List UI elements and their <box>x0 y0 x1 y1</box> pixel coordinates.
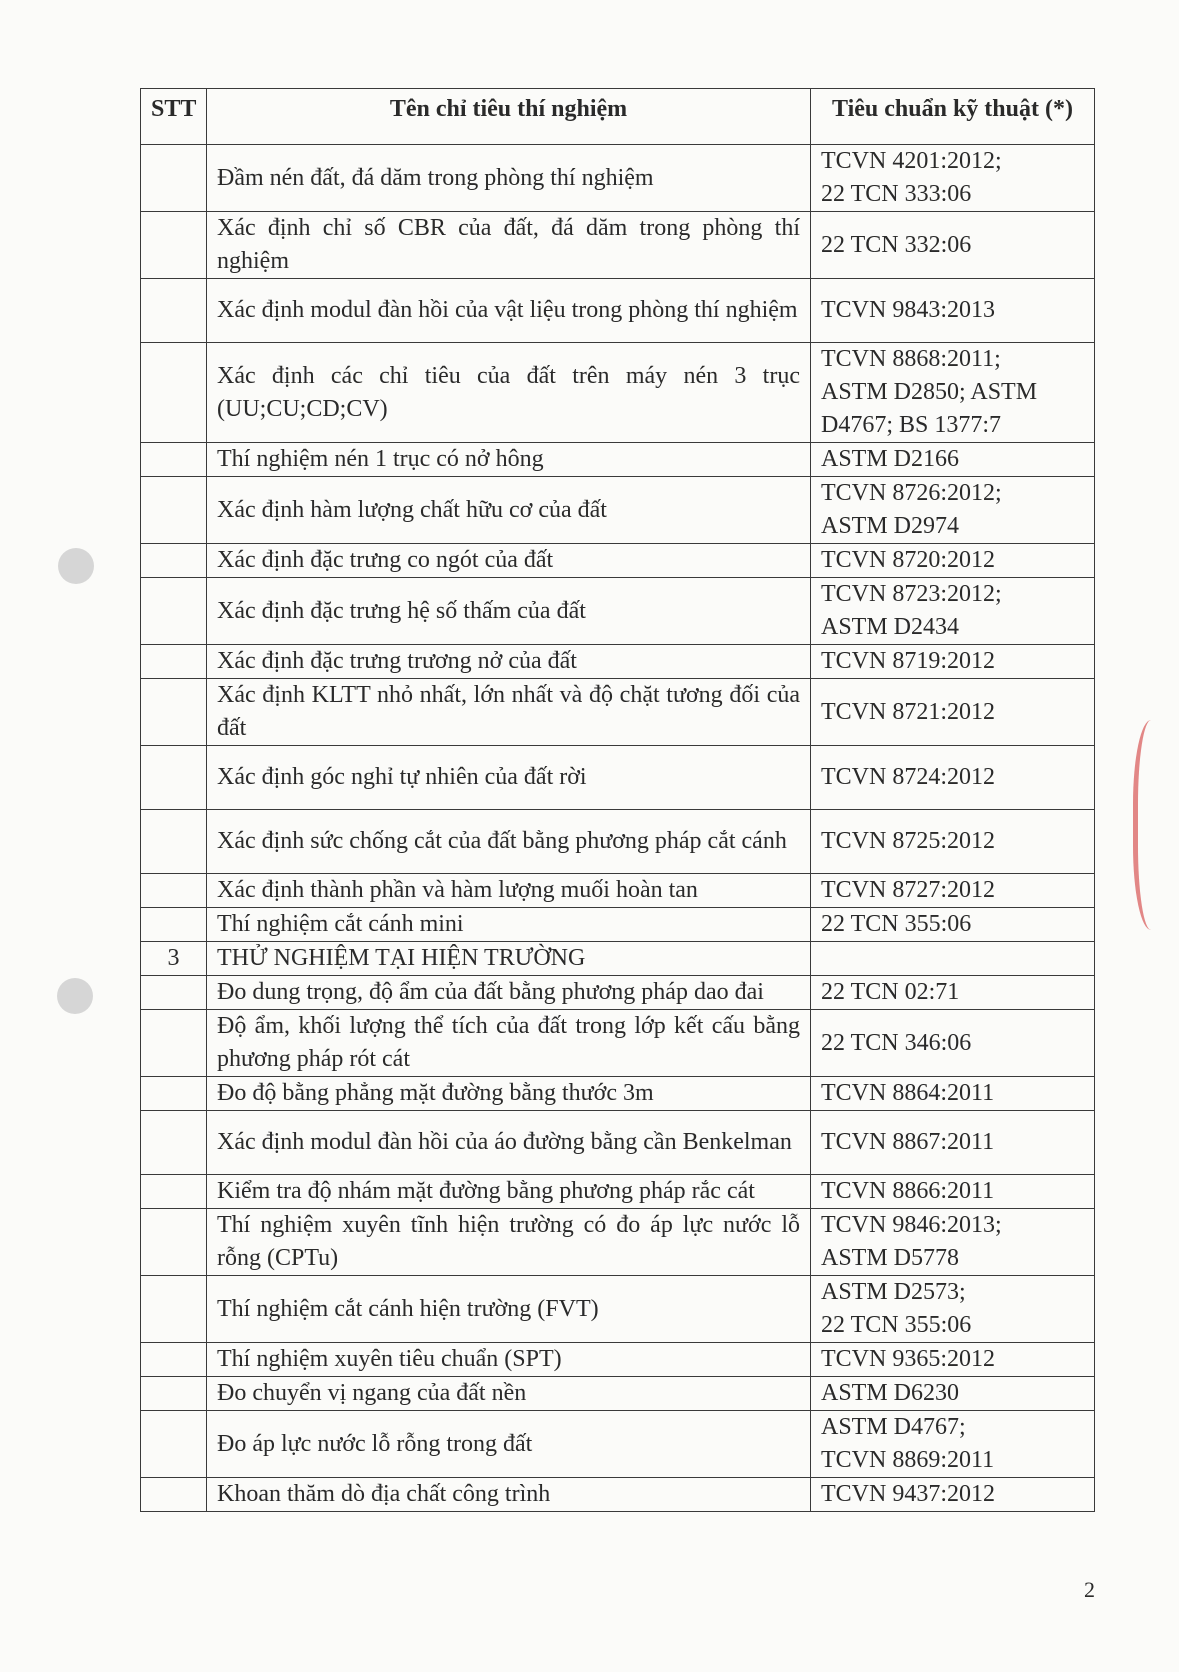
row-test-name: Xác định đặc trưng hệ số thấm của đất <box>207 578 811 645</box>
table-row <box>141 1478 1095 1512</box>
row-standard <box>811 746 1095 810</box>
row-test-name: Đo chuyển vị ngang của đất nền <box>207 1377 811 1411</box>
standard-code: TCVN 9437:2012 <box>821 1481 995 1507</box>
table-row <box>141 1276 1095 1343</box>
row-test-name: Khoan thăm dò địa chất công trình <box>207 1478 811 1512</box>
row-standard <box>811 810 1095 874</box>
standard-code: D4767; BS 1377:7 <box>821 412 1002 438</box>
row-standard <box>811 443 1095 477</box>
table-row <box>141 810 1095 874</box>
row-stt <box>141 1209 207 1276</box>
row-standard <box>811 1010 1095 1077</box>
row-test-name: Độ ẩm, khối lượng thể tích của đất trong lớp kết cấu bằng phương pháp rót cát <box>207 1010 811 1077</box>
row-stt: 3 <box>141 942 207 976</box>
standard-code: ASTM D2434 <box>821 614 960 640</box>
standard-code: ASTM D6230 <box>821 1380 960 1406</box>
row-standard <box>811 544 1095 578</box>
row-test-name: Xác định modul đàn hồi của vật liệu trong phòng thí nghiệm <box>207 279 811 343</box>
table-row <box>141 1175 1095 1209</box>
header-test-name: Tên chỉ tiêu thí nghiệm <box>207 89 811 145</box>
row-stt <box>141 874 207 908</box>
standard-code: TCVN 8864:2011 <box>821 1080 995 1106</box>
table-row <box>141 1411 1095 1478</box>
test-standards-table <box>140 88 1095 1512</box>
table-header-row <box>141 89 1095 145</box>
row-test-name: Xác định đặc trưng co ngót của đất <box>207 544 811 578</box>
row-test-name: Thí nghiệm xuyên tĩnh hiện trường có đo áp lực nước lỗ rỗng (CPTu) <box>207 1209 811 1276</box>
table-section-row <box>141 942 1095 976</box>
row-test-name: Thí nghiệm nén 1 trục có nở hông <box>207 443 811 477</box>
section-title: THỬ NGHIỆM TẠI HIỆN TRƯỜNG <box>207 942 811 976</box>
row-test-name: Đo dung trọng, độ ẩm của đất bằng phương pháp dao đai <box>207 976 811 1010</box>
standard-code: TCVN 8869:2011 <box>821 1447 995 1473</box>
row-stt <box>141 1343 207 1377</box>
row-standard <box>811 1411 1095 1478</box>
row-stt <box>141 645 207 679</box>
row-stt <box>141 976 207 1010</box>
table-row <box>141 544 1095 578</box>
standard-code: ASTM D2573; <box>821 1279 966 1305</box>
row-test-name: Xác định đặc trưng trương nở của đất <box>207 645 811 679</box>
row-stt <box>141 212 207 279</box>
row-standard <box>811 942 1095 976</box>
row-test-name: Thí nghiệm cắt cánh hiện trường (FVT) <box>207 1276 811 1343</box>
row-test-name: Đo độ bằng phẳng mặt đường bằng thước 3m <box>207 1077 811 1111</box>
row-standard <box>811 1478 1095 1512</box>
row-test-name: Xác định KLTT nhỏ nhất, lớn nhất và độ chặt tương đối của đất <box>207 679 811 746</box>
row-stt <box>141 578 207 645</box>
row-test-name: Xác định thành phần và hàm lượng muối hoàn tan <box>207 874 811 908</box>
table-row <box>141 343 1095 443</box>
table-row <box>141 145 1095 212</box>
table-row <box>141 645 1095 679</box>
standard-code: ASTM D2850; ASTM <box>821 379 1038 405</box>
row-stt <box>141 908 207 942</box>
standard-code: TCVN 8727:2012 <box>821 877 995 903</box>
row-standard <box>811 874 1095 908</box>
header-stt: STT <box>141 89 207 145</box>
row-standard <box>811 1377 1095 1411</box>
standard-code: TCVN 4201:2012; <box>821 148 1002 174</box>
table-row <box>141 908 1095 942</box>
standard-code: TCVN 8721:2012 <box>821 698 995 725</box>
row-standard <box>811 212 1095 279</box>
table-row <box>141 477 1095 544</box>
row-standard <box>811 343 1095 443</box>
standard-code: 22 TCN 02:71 <box>821 979 960 1005</box>
row-test-name: Xác định sức chống cắt của đất bằng phương pháp cắt cánh <box>207 810 811 874</box>
row-standard <box>811 1077 1095 1111</box>
header-technical-standard: Tiêu chuẩn kỹ thuật (*) <box>811 89 1095 145</box>
standard-code: 22 TCN 333:06 <box>821 181 972 207</box>
table-row <box>141 1010 1095 1077</box>
row-stt <box>141 145 207 212</box>
standard-code: TCVN 9365:2012 <box>821 1346 995 1372</box>
binder-hole-bottom <box>57 978 93 1014</box>
row-test-name: Thí nghiệm cắt cánh mini <box>207 908 811 942</box>
standard-code: 22 TCN 355:06 <box>821 1312 972 1338</box>
row-stt <box>141 279 207 343</box>
table-row <box>141 679 1095 746</box>
row-standard <box>811 578 1095 645</box>
standard-code: TCVN 8725:2012 <box>821 828 995 854</box>
row-standard <box>811 1175 1095 1209</box>
row-stt <box>141 810 207 874</box>
row-standard <box>811 477 1095 544</box>
table-row <box>141 443 1095 477</box>
table-body <box>141 145 1095 1512</box>
standard-code: 22 TCN 346:06 <box>821 1029 972 1056</box>
row-stt <box>141 1010 207 1077</box>
row-stt <box>141 477 207 544</box>
row-stt <box>141 1411 207 1478</box>
row-standard <box>811 645 1095 679</box>
row-test-name: Xác định góc nghỉ tự nhiên của đất rời <box>207 746 811 810</box>
row-standard <box>811 1343 1095 1377</box>
standard-code: TCVN 8724:2012 <box>821 764 995 790</box>
table-row <box>141 1077 1095 1111</box>
row-stt <box>141 343 207 443</box>
table-row <box>141 976 1095 1010</box>
standard-code: TCVN 8726:2012; <box>821 480 1002 506</box>
row-test-name: Thí nghiệm xuyên tiêu chuẩn (SPT) <box>207 1343 811 1377</box>
row-test-name: Xác định chỉ số CBR của đất, đá dăm trong phòng thí nghiệm <box>207 212 811 279</box>
table-row <box>141 1209 1095 1276</box>
row-test-name: Kiểm tra độ nhám mặt đường bằng phương pháp rắc cát <box>207 1175 811 1209</box>
row-test-name: Đầm nén đất, đá dăm trong phòng thí nghiệm <box>207 145 811 212</box>
row-test-name: Đo áp lực nước lỗ rỗng trong đất <box>207 1411 811 1478</box>
row-stt <box>141 746 207 810</box>
standard-code: ASTM D4767; <box>821 1414 966 1440</box>
row-standard <box>811 1111 1095 1175</box>
row-stt <box>141 1377 207 1411</box>
table-row <box>141 578 1095 645</box>
standard-code: TCVN 8723:2012; <box>821 581 1002 607</box>
row-test-name: Xác định hàm lượng chất hữu cơ của đất <box>207 477 811 544</box>
table-row <box>141 212 1095 279</box>
row-test-name: Xác định modul đàn hồi của áo đường bằng cần Benkelman <box>207 1111 811 1175</box>
row-test-name: Xác định các chỉ tiêu của đất trên máy nén 3 trục (UU;CU;CD;CV) <box>207 343 811 443</box>
table-row <box>141 1377 1095 1411</box>
standard-code: 22 TCN 355:06 <box>821 911 972 937</box>
standard-code: ASTM D5778 <box>821 1245 960 1271</box>
row-standard <box>811 1276 1095 1343</box>
standard-code: ASTM D2166 <box>821 446 960 472</box>
standard-code: TCVN 9846:2013; <box>821 1212 1002 1238</box>
standard-code: TCVN 8719:2012 <box>821 648 995 674</box>
binder-hole-top <box>58 548 94 584</box>
row-standard <box>811 908 1095 942</box>
row-stt <box>141 544 207 578</box>
row-standard <box>811 279 1095 343</box>
standard-code: 22 TCN 332:06 <box>821 231 972 258</box>
standard-code: TCVN 9843:2013 <box>821 297 995 323</box>
row-stt <box>141 679 207 746</box>
table-row <box>141 1343 1095 1377</box>
row-stt <box>141 1111 207 1175</box>
table-row <box>141 746 1095 810</box>
table-row <box>141 874 1095 908</box>
row-standard <box>811 1209 1095 1276</box>
page-number: 2 <box>1084 1577 1095 1602</box>
standard-code: TCVN 8720:2012 <box>821 547 995 573</box>
red-seal-stamp <box>1133 720 1178 930</box>
row-stt <box>141 1276 207 1343</box>
row-stt <box>141 1077 207 1111</box>
standard-code: TCVN 8866:2011 <box>821 1178 995 1204</box>
standard-code: TCVN 8867:2011 <box>821 1129 995 1155</box>
row-standard <box>811 679 1095 746</box>
standard-code: ASTM D2974 <box>821 513 960 539</box>
standard-code: TCVN 8868:2011; <box>821 346 1001 372</box>
row-stt <box>141 1175 207 1209</box>
table-row <box>141 279 1095 343</box>
row-stt <box>141 443 207 477</box>
table-row <box>141 1111 1095 1175</box>
row-standard <box>811 976 1095 1010</box>
row-standard <box>811 145 1095 212</box>
row-stt <box>141 1478 207 1512</box>
